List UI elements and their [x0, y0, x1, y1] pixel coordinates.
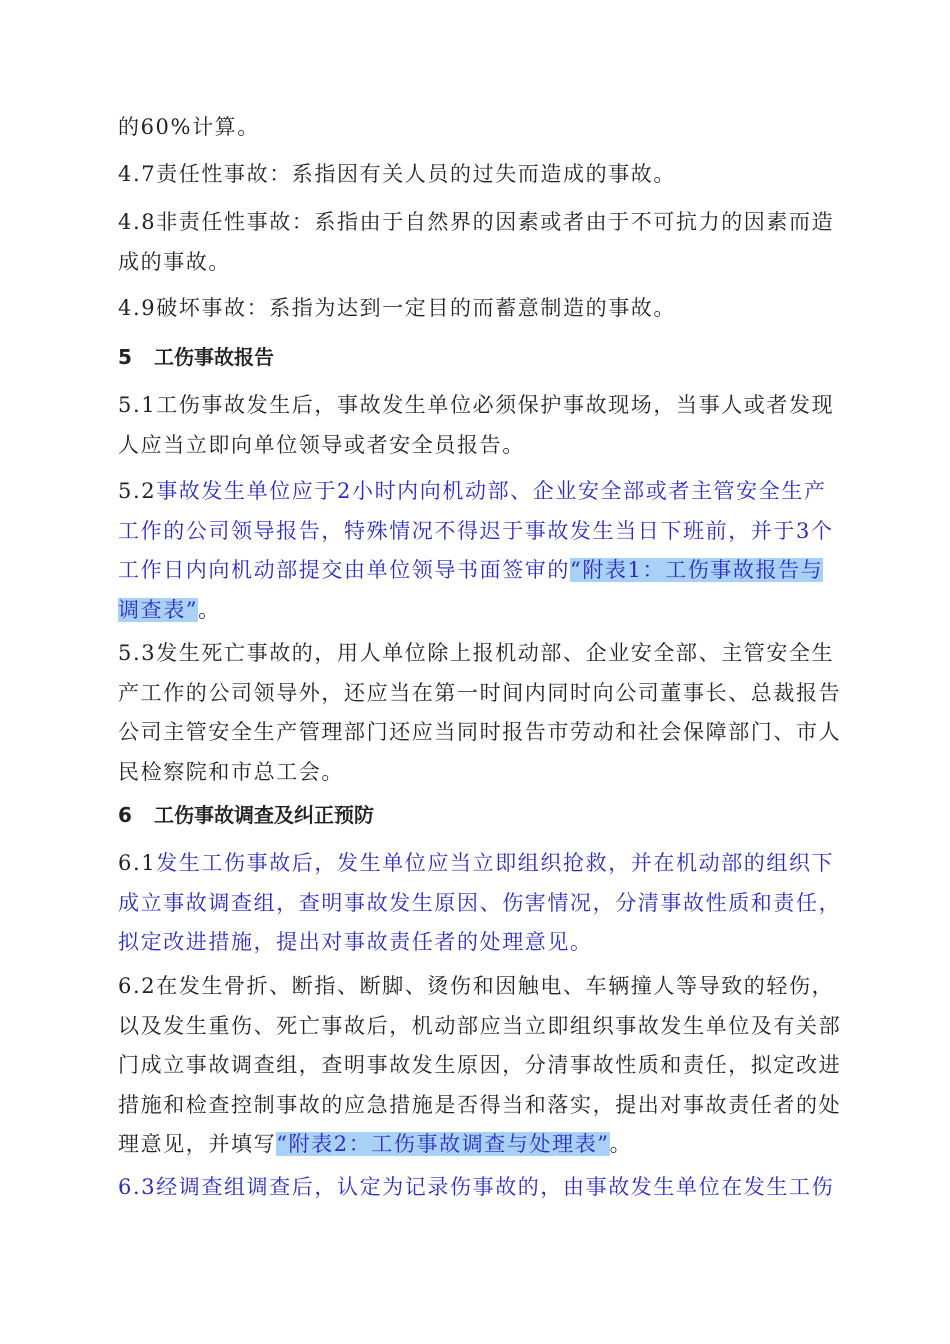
- paragraph-4-8: 4.8非责任性事故：系指由于自然界的因素或者由于不可抗力的因素而造成的事故。: [118, 210, 835, 274]
- section-number: 6: [118, 803, 132, 827]
- paragraph-5-1: 5.1工伤事故发生后，事故发生单位必须保护事故现场，当事人或者发现人应当立即向单位领导或者安全员报告。: [118, 393, 835, 457]
- paragraph-5-2: [118, 472, 842, 630]
- paragraph-end: 。: [609, 1132, 633, 1156]
- attachment-reference-1[interactable]: “附表1：工伤事故报告与调查表”: [118, 558, 824, 622]
- paragraph-number: 6.1: [118, 851, 157, 875]
- paragraph-text: 事故发生单位应于2小时内向机动部、企业安全部或者主管安全生产工作的公司领导报告，特殊情况不得迟于事故发生当日下班前，并于3个工作日内向机动部提交由单位领导书面签审的: [118, 479, 834, 582]
- paragraph-text: 6.2在发生骨折、断指、断脚、烫伤和因触电、车辆撞人等导致的轻伤，以及发生重伤、死亡事故后，机动部应当立即组织事故发生单位及有关部门成立事故调查组，查明事故发生原因，分清事故性质和责任，拟定改进措施和检查控制事故的应急措施是否得当和落实，提出对事故责任者的处理意见，并填写: [118, 974, 842, 1156]
- paragraph-6-1: [118, 844, 842, 963]
- attachment-reference-2[interactable]: “附表2：工伤事故调查与处理表”: [276, 1132, 610, 1156]
- paragraph-4-7: 4.7责任性事故：系指因有关人员的过失而造成的事故。: [118, 162, 676, 186]
- paragraph-number: 5.2: [118, 479, 157, 503]
- section-number: 5: [118, 345, 132, 369]
- paragraph-6-3: 6.3经调查组调查后，认定为记录伤事故的，由事故发生单位在发生工伤: [118, 1175, 835, 1199]
- paragraph-5-3: 5.3发生死亡事故的，用人单位除上报机动部、企业安全部、主管安全生产工作的公司领导外，还应当在第一时间内同时向公司董事长、总裁报告公司主管安全生产管理部门还应当同时报告市劳动和社会保障部门、市人民检察院和市总工会。: [118, 641, 842, 784]
- paragraph-6-2: [118, 967, 842, 1165]
- section-heading-6: [118, 800, 842, 830]
- paragraph-end: 。: [198, 597, 221, 622]
- section-title: 工伤事故报告: [154, 345, 274, 369]
- paragraph-text: 发生工伤事故后，发生单位应当立即组织抢救，并在机动部的组织下成立事故调查组，查明事故发生原因、伤害情况，分清事故性质和责任，拟定改进措施，提出对事故责任者的处理意见。: [118, 851, 842, 954]
- paragraph-continuation: 的60%计算。: [118, 115, 260, 139]
- section-title: 工伤事故调查及纠正预防: [154, 803, 374, 827]
- section-heading-5: [118, 342, 842, 372]
- paragraph-4-9: 4.9破坏事故：系指为达到一定目的而蓄意制造的事故。: [118, 296, 676, 320]
